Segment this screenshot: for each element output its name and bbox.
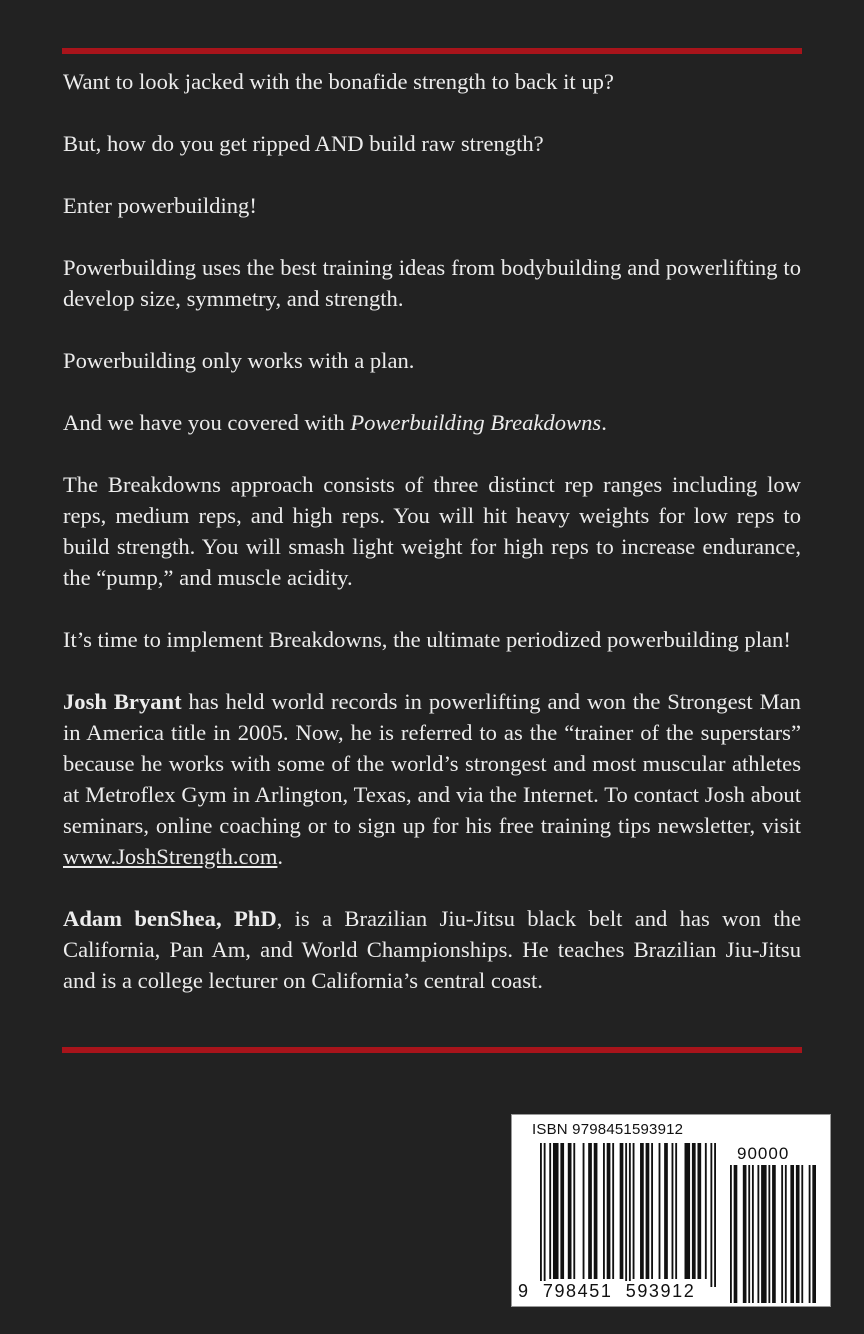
barcode-bar: [588, 1143, 592, 1279]
barcode-bar: [772, 1165, 776, 1303]
paragraph-3: Enter powerbuilding!: [63, 193, 257, 218]
paragraph-6-prefix: And we have you covered with: [63, 410, 351, 435]
paragraph-6-suffix: .: [601, 410, 607, 435]
isbn-barcode: [511, 1114, 831, 1307]
paragraph-5: Powerbuilding only works with a plan.: [63, 348, 415, 373]
barcode-addon-bars: [730, 1165, 816, 1303]
barcode-bar: [560, 1143, 564, 1279]
barcode-bar: [612, 1143, 614, 1279]
author-bio-josh-text: has held world records in powerlifting and won the Strongest Man in America title in 2005. Now, he is referred to as the “trainer of the superstars” because he works with some of the world’s strongest and most muscular athletes at Metroflex Gym in Arlington, Texas, and via the Internet. To contact Josh about seminars, online coaching or to sign up for his free training tips newsletter, visit: [63, 689, 801, 838]
price-code: 90000: [737, 1144, 790, 1163]
barcode-bar: [734, 1165, 738, 1303]
barcode-bar: [583, 1143, 585, 1279]
barcode-bar: [785, 1165, 787, 1303]
barcode-bar: [692, 1143, 696, 1279]
barcode-bar: [573, 1143, 575, 1279]
barcode-bar: [675, 1143, 677, 1279]
barcode-bar: [743, 1165, 747, 1303]
bottom-red-rule: [62, 1047, 802, 1053]
barcode-bar: [549, 1143, 551, 1279]
author-name-josh: Josh Bryant: [63, 689, 182, 714]
barcode-bar: [697, 1143, 701, 1279]
barcode-bar: [568, 1143, 572, 1279]
barcode-digits-group-2: 593912: [625, 1281, 696, 1301]
barcode-bar: [812, 1165, 816, 1303]
barcode-bar: [659, 1143, 661, 1279]
barcode-digits-group-1: 798451: [542, 1281, 613, 1301]
barcode-bar: [781, 1165, 783, 1303]
barcode-main-bars: [540, 1143, 716, 1287]
barcode-bar: [685, 1143, 691, 1279]
author-bio-josh: [63, 686, 801, 872]
paragraph-2: But, how do you get ripped AND build raw strength?: [63, 131, 544, 156]
book-title: Powerbuilding Breakdowns: [350, 410, 602, 435]
barcode-bar: [594, 1143, 598, 1279]
top-red-rule: [62, 48, 802, 54]
barcode-bar: [640, 1143, 644, 1279]
barcode-bar: [603, 1143, 605, 1279]
barcode-digits: [518, 1281, 697, 1302]
barcode-bar: [540, 1143, 542, 1287]
barcode-digit-lead: 9: [518, 1281, 530, 1301]
barcode-bar: [633, 1143, 635, 1279]
paragraph-4: Powerbuilding uses the best training ideas from bodybuilding and powerlifting to develop size, symmetry, and strength.: [63, 255, 801, 311]
barcode-bar: [752, 1165, 754, 1303]
barcode-bar: [761, 1165, 766, 1303]
paragraph-7: The Breakdowns approach consists of three distinct rep ranges including low reps, medium reps, and high reps. You will hit heavy weights for low reps to build strength. You will smash light weight for high reps to increase endurance, the “pump,” and muscle acidity.: [63, 472, 801, 590]
barcode-bar: [705, 1143, 707, 1279]
back-cover-copy: [63, 66, 801, 1027]
barcode-bar: [710, 1143, 712, 1287]
barcode-bar: [544, 1143, 546, 1287]
barcode-bar: [730, 1165, 732, 1303]
author-bio-adam: [63, 903, 801, 996]
barcode-bar: [809, 1165, 811, 1303]
paragraph-6: [63, 407, 801, 438]
barcode-bar: [620, 1143, 624, 1279]
barcode-bar: [801, 1165, 803, 1303]
barcode-bar: [748, 1165, 750, 1303]
author-bio-josh-end: .: [277, 844, 284, 869]
barcode-bar: [796, 1165, 800, 1303]
barcode-bar: [790, 1165, 794, 1303]
barcode-bar: [672, 1143, 674, 1279]
barcode-bar: [757, 1165, 759, 1303]
author-name-adam: Adam benShea, PhD: [63, 906, 277, 931]
barcode-bar: [768, 1165, 770, 1303]
barcode-bar: [625, 1143, 627, 1287]
barcode-bar: [607, 1143, 611, 1279]
isbn-label: ISBN 9798451593912: [532, 1121, 684, 1138]
barcode-bar: [553, 1143, 559, 1279]
barcode-bar: [714, 1143, 716, 1287]
barcode-bar: [629, 1143, 631, 1287]
paragraph-1: Want to look jacked with the bonafide strength to back it up?: [63, 69, 614, 94]
website-link[interactable]: www.JoshStrength.com: [63, 844, 278, 869]
paragraph-8: It’s time to implement Breakdowns, the ultimate periodized powerbuilding plan!: [63, 627, 791, 652]
barcode-bar: [646, 1143, 650, 1279]
author-bio-adam-text: , is a Brazilian Jiu-Jitsu black belt and has won the California, Pan Am, and World Championships. He teaches Brazilian Jiu-Jitsu and is a college lecturer on California’s central coast.: [63, 906, 801, 993]
barcode-bar: [664, 1143, 668, 1279]
barcode-bar: [651, 1143, 653, 1279]
